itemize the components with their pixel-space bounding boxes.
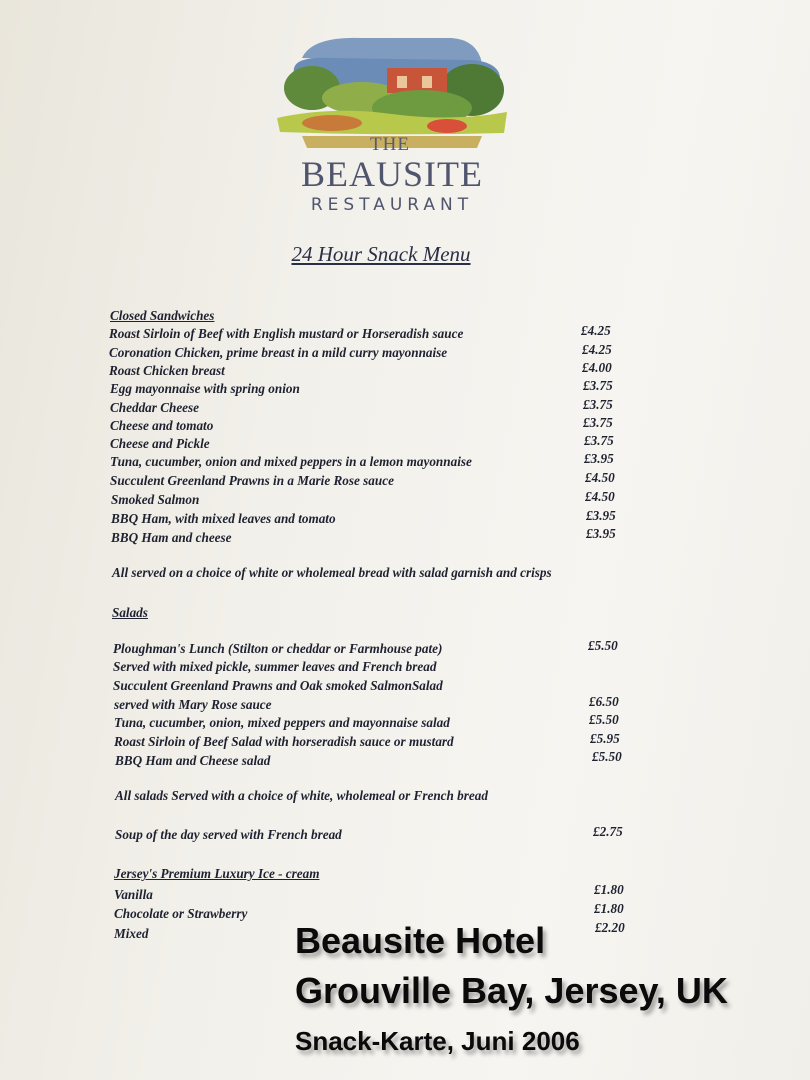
menu-item-price: £5.95 [590, 731, 620, 746]
menu-item-name: Cheese and tomato [110, 418, 214, 433]
menu-item-name: Tuna, cucumber, onion, mixed peppers and mayonnaise salad [114, 715, 450, 730]
menu-item-name: Succulent Greenland Prawns in a Marie Rose sauce [110, 473, 394, 488]
menu-item-price: £1.80 [594, 901, 624, 916]
menu-item-price: £3.75 [583, 397, 613, 412]
menu-item-name: Roast Sirloin of Beef Salad with horseradish sauce or mustard [114, 734, 454, 749]
menu-item-name: Soup of the day served with French bread [115, 827, 342, 842]
menu-item-name: Ploughman's Lunch (Stilton or cheddar or Farmhouse pate) [113, 641, 443, 656]
menu-item-name: BBQ Ham, with mixed leaves and tomato [111, 511, 336, 526]
section-heading-sandwiches: Closed Sandwiches [110, 308, 215, 323]
logo-name-text: BEAUSITE [301, 154, 483, 194]
menu-item-price: £4.25 [582, 342, 612, 357]
menu-item-name: Roast Chicken breast [109, 363, 225, 378]
menu-item-description: Served with mixed pickle, summer leaves and French bread [113, 659, 437, 674]
menu-item-price: £4.00 [582, 360, 612, 375]
menu-item-price: £3.95 [584, 451, 614, 466]
menu-item-name: Cheddar Cheese [110, 400, 200, 415]
sandwiches-note: All served on a choice of white or wholemeal bread with salad garnish and crisps [112, 565, 552, 580]
menu-item-name: Mixed [114, 926, 149, 941]
menu-item-price: £4.50 [585, 470, 615, 485]
menu-item-price: £2.20 [595, 920, 625, 935]
section-heading-salads: Salads [112, 605, 148, 620]
salads-note: All salads Served with a choice of white, wholemeal or French bread [115, 788, 488, 803]
caption-line-1: Beausite Hotel [295, 920, 546, 961]
menu-item-name: Tuna, cucumber, onion and mixed peppers in a lemon mayonnaise [110, 454, 472, 469]
menu-item-name: Coronation Chicken, prime breast in a mild curry mayonnaise [109, 345, 448, 360]
menu-item-name: Vanilla [114, 887, 153, 902]
menu-item-name: Egg mayonnaise with spring onion [110, 381, 300, 396]
menu-item-price: £5.50 [588, 638, 618, 653]
menu-item-description: served with Mary Rose sauce [114, 697, 272, 712]
menu-item-name: BBQ Ham and Cheese salad [115, 753, 271, 768]
menu-item-price: £3.95 [586, 508, 616, 523]
section-heading-ice-cream: Jersey's Premium Luxury Ice - cream [114, 866, 320, 881]
menu-item-price: £6.50 [589, 694, 619, 709]
menu-item-price: £3.75 [584, 433, 614, 448]
menu-item-price: £4.25 [581, 323, 611, 338]
caption-line-2: Grouville Bay, Jersey, UK [295, 970, 728, 1011]
menu-item-price: £3.75 [583, 378, 613, 393]
menu-item-name: Cheese and Pickle [110, 436, 210, 451]
menu-item-price: £2.75 [593, 824, 623, 839]
caption-line-3: Snack-Karte, Juni 2006 [295, 1026, 580, 1056]
menu-title: 24 Hour Snack Menu [291, 242, 471, 266]
logo-the-text: THE [370, 134, 410, 155]
menu-item-price: £3.95 [586, 526, 616, 541]
menu-item-price: £4.50 [585, 489, 615, 504]
menu-item-price: £5.50 [592, 749, 622, 764]
menu-item-name: Roast Sirloin of Beef with English mustard or Horseradish sauce [109, 326, 464, 341]
menu-item-price: £5.50 [589, 712, 619, 727]
menu-item-price: £3.75 [583, 415, 613, 430]
menu-item-name: BBQ Ham and cheese [111, 530, 232, 545]
menu-item-name: Smoked Salmon [111, 492, 200, 507]
menu-item-name: Succulent Greenland Prawns and Oak smoked SalmonSalad [113, 678, 443, 693]
menu-item-name: Chocolate or Strawberry [114, 906, 248, 921]
menu-item-price: £1.80 [594, 882, 624, 897]
logo-subtitle-text: RESTAURANT [310, 195, 474, 215]
